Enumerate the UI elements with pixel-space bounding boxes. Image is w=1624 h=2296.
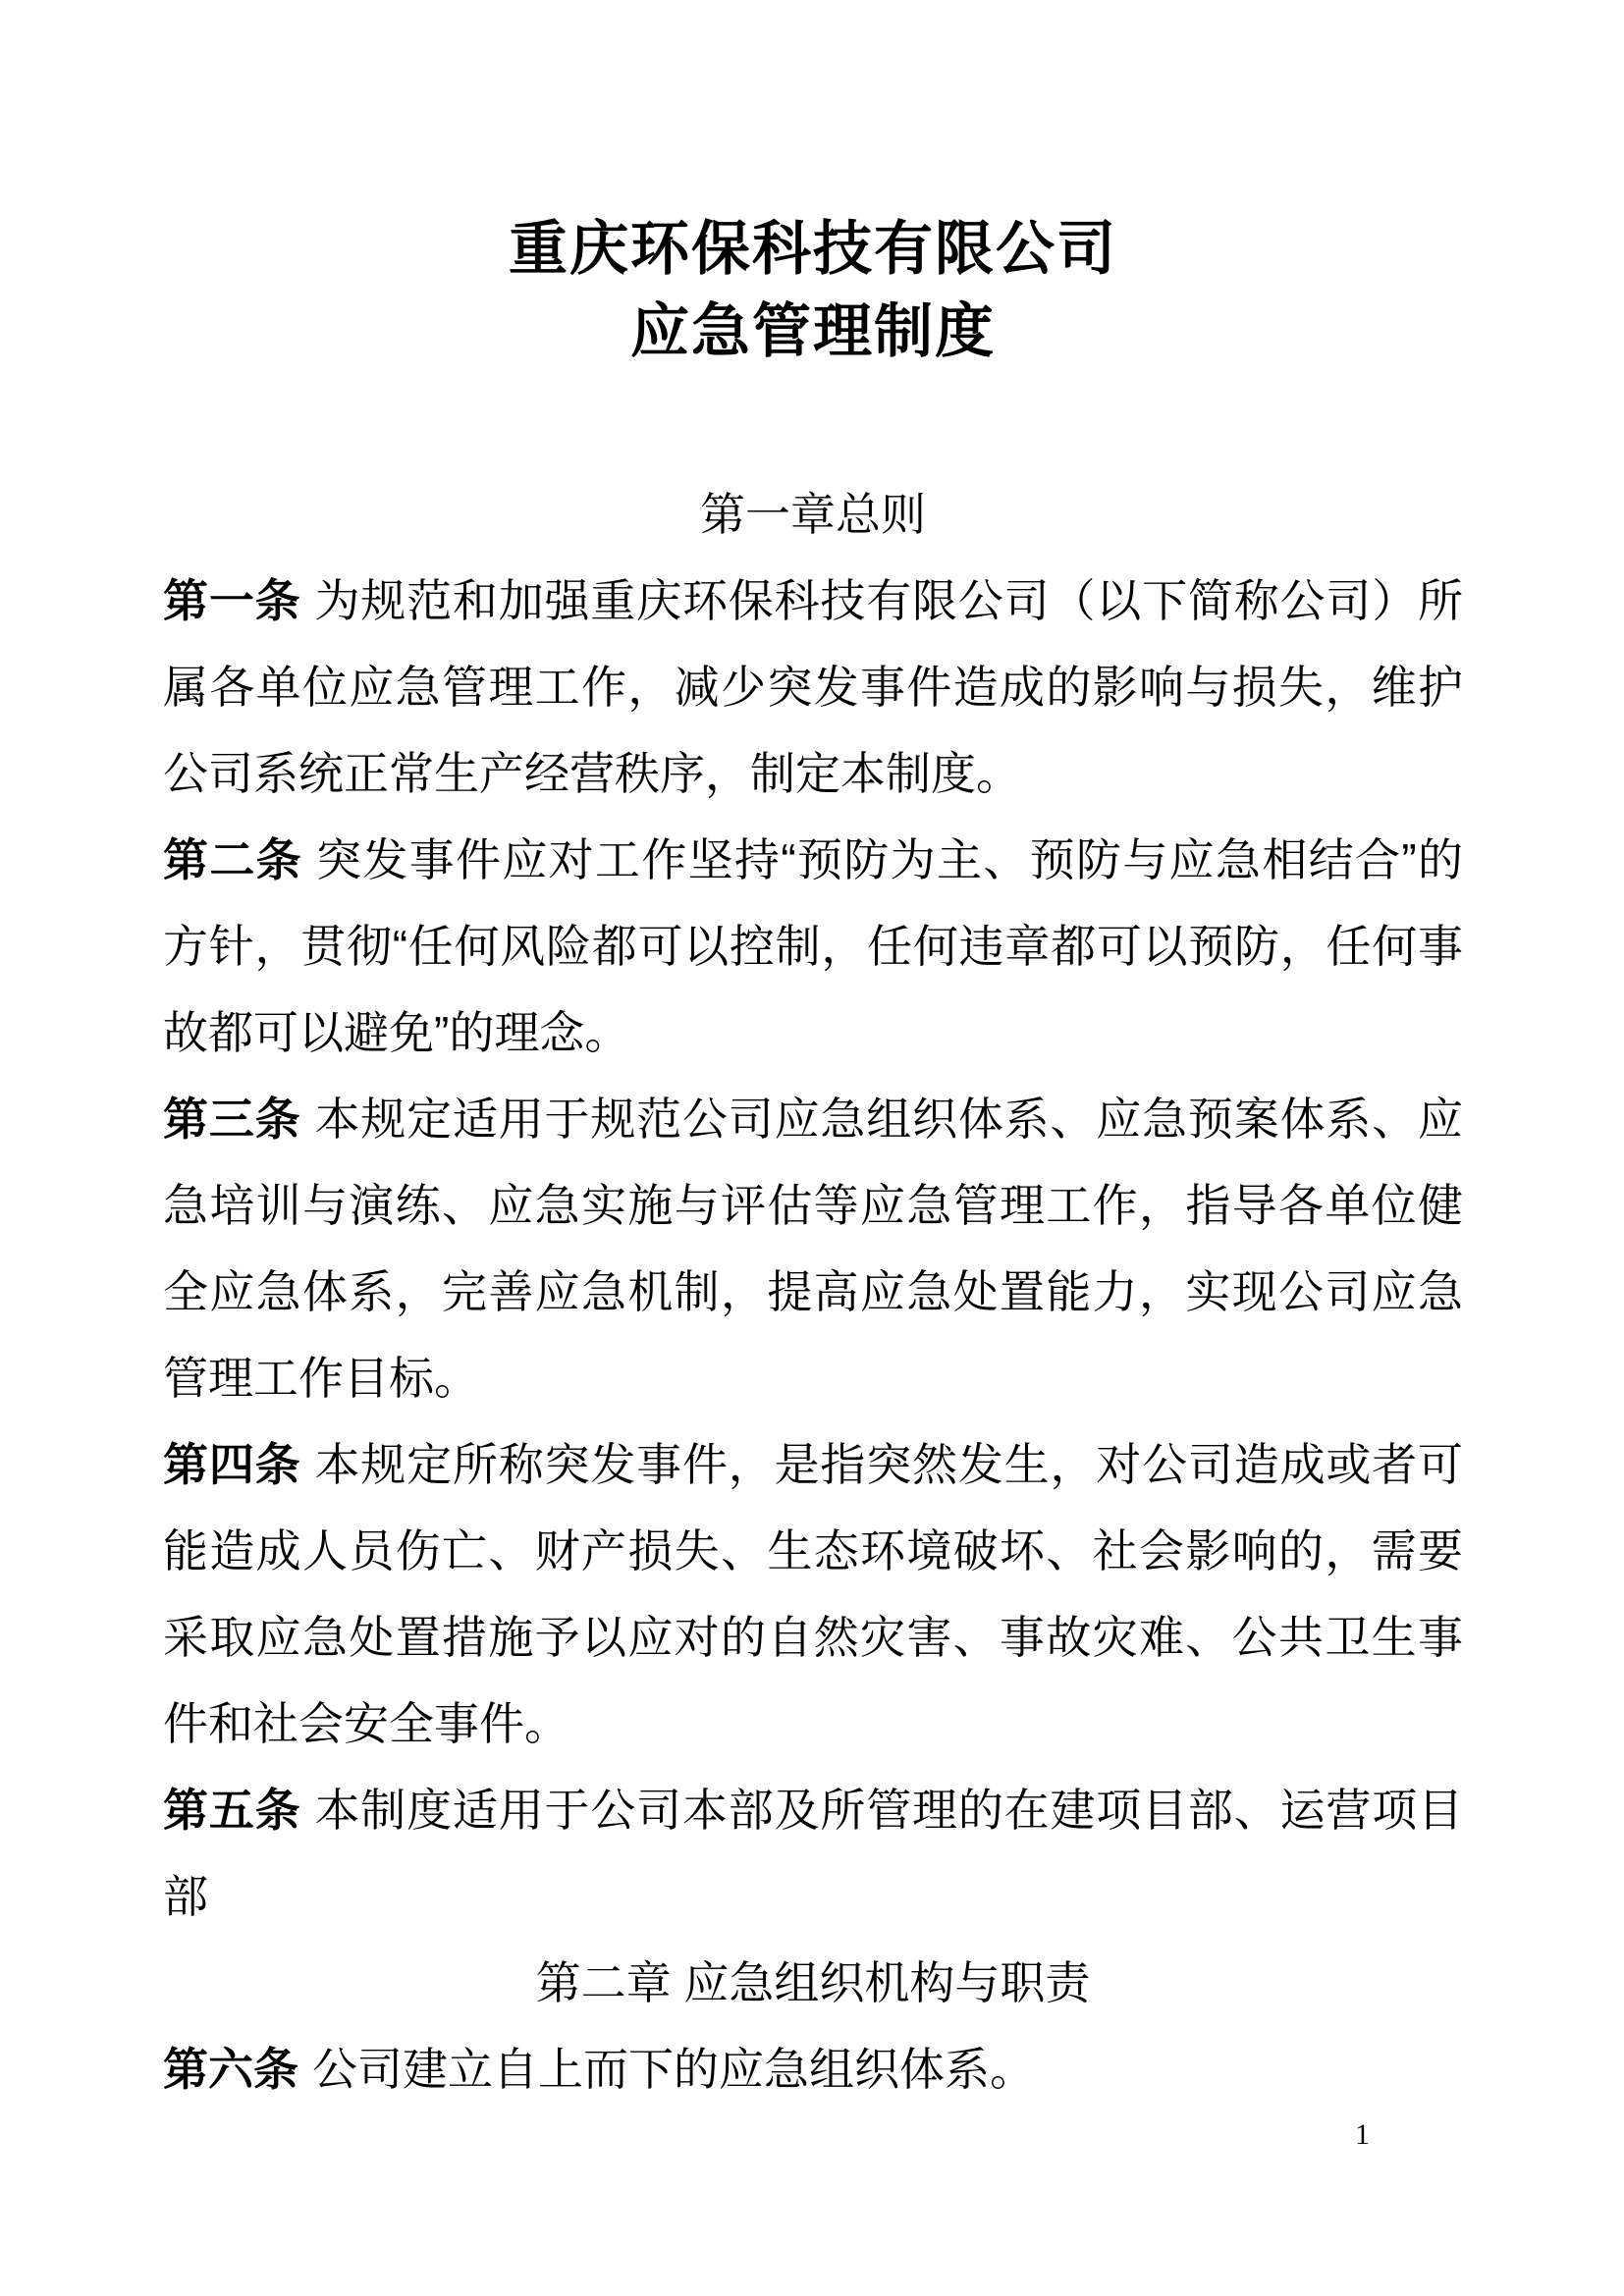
article-4-text: 本规定所称突发事件，是指突然发生，对公司造成或者可能造成人员伤亡、财产损失、生态环境破坏、社会影响的，需要采取应急处置措施予以应对的自然灾害、事故灾难、公共卫生事件和社会安全事件。: [163, 1439, 1464, 1749]
article-2-number: 第二条: [163, 834, 303, 885]
article-6-text: 公司建立自上而下的应急组织体系。: [312, 2044, 1035, 2095]
article-2-text: 突发事件应对工作坚持“预防为主、预防与应急相结合”的方针，贯彻“任何风险都可以控制，任何违章都可以预防，任何事故都可以避免”的理念。: [163, 834, 1464, 1058]
chapter-1-heading: 第一章总则: [700, 489, 926, 540]
article-6-number: 第六条: [163, 2044, 298, 2095]
article-5-number: 第五条: [163, 1785, 301, 1836]
article-3-text: 本规定适用于规范公司应急组织体系、应急预案体系、应急培训与演练、应急实施与评估等应急管理工作，指导各单位健全应急体系，完善应急机制，提高应急处置能力，实现公司应急管理工作目标。: [163, 1094, 1464, 1404]
document-title: [163, 0, 1463, 373]
title-line-company: 重庆环保科技有限公司: [509, 216, 1117, 282]
page-number: 1: [1355, 2118, 1370, 2151]
article-1: [163, 558, 1463, 817]
chapter-2-heading: 第二章 应急组织机构与职责: [535, 1957, 1091, 2008]
document-content: [163, 0, 1463, 2112]
article-2: [163, 817, 1463, 1076]
title-line-subject: 应急管理制度: [630, 298, 996, 364]
article-5-text: 本制度适用于公司本部及所管理的在建项目部、运营项目部: [163, 1785, 1464, 1922]
article-4-number: 第四条: [163, 1439, 301, 1490]
article-3: [163, 1076, 1463, 1421]
article-6: [163, 2026, 1463, 2112]
article-1-text: 为规范和加强重庆环保科技有限公司（以下简称公司）所属各单位应急管理工作，减少突发事件造成的影响与损失，维护公司系统正常生产经营秩序，制定本制度。: [163, 575, 1464, 799]
article-5: [163, 1767, 1463, 1940]
article-1-number: 第一条: [163, 575, 301, 626]
article-4: [163, 1421, 1463, 1767]
article-3-number: 第三条: [163, 1094, 301, 1145]
